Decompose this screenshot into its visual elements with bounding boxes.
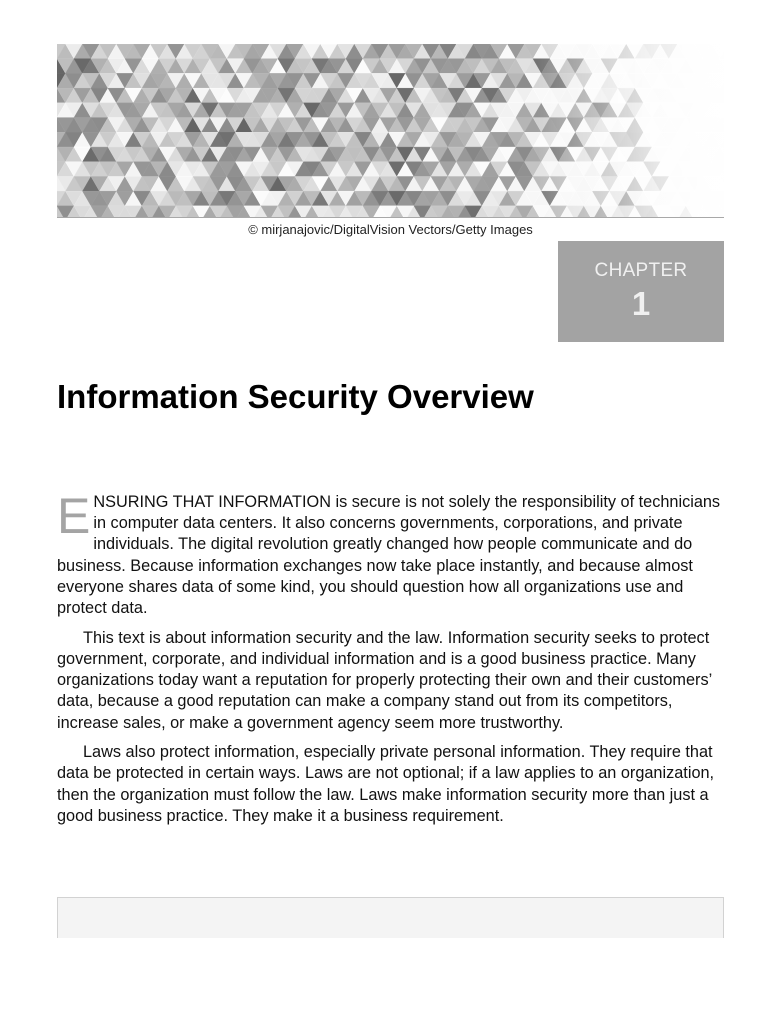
chapter-banner-image — [57, 44, 724, 217]
paragraph-intro-text: NSURING THAT INFORMATION is secure is not solely the responsibility of technicians in computer data centers. It also concerns governments, corporations, and private individuals. The digital revolution greatly changed how people communicate and do business. Because information exchanges now take place instantly, and because almost everyone shares data of some kind, you should question how all organizations use and protect data. — [57, 493, 721, 618]
image-credit: © mirjanajovic/DigitalVision Vectors/Getty Images — [248, 222, 533, 237]
geometric-triangle-pattern — [57, 44, 724, 217]
sidebar-box — [57, 897, 724, 938]
chapter-title: Information Security Overview — [57, 378, 534, 415]
paragraph-laws: Laws also protect information, especially private personal information. They require that data be protected in certain ways. Laws are not optional; if a law applies to an organization, then the organization must follow the law. Laws make information security more than just a good business practice. They make it a business requirement. — [57, 743, 715, 825]
drop-cap: E — [57, 488, 91, 544]
paragraph-intro — [57, 488, 724, 619]
chapter-body — [57, 488, 724, 836]
chapter-badge — [558, 241, 724, 342]
chapter-number: 1 — [631, 285, 651, 322]
chapter-label: CHAPTER — [594, 260, 688, 281]
paragraph-security-law: This text is about information security and the law. Information security seeks to protect government, corporate, and individual information and is a good business practice. Many organizations today want a reputation for properly protecting their own and their customers’ data, because a good reputation can make a company stand out from its competitors, increase sales, or make a government agency seem more trustworthy. — [57, 628, 712, 732]
banner-divider — [57, 217, 724, 218]
